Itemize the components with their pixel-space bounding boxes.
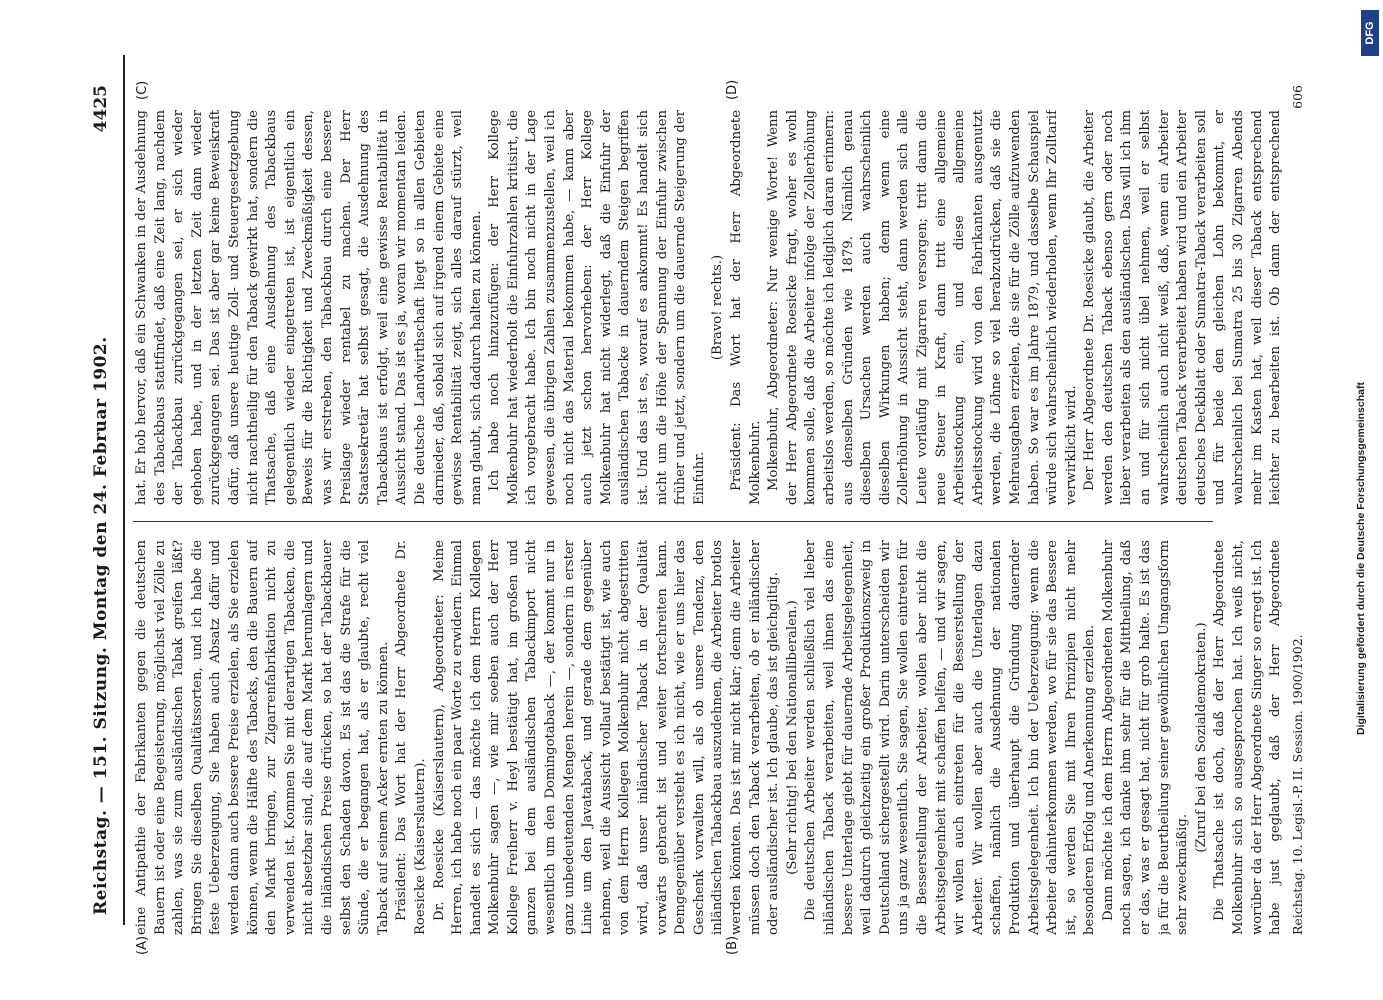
digitization-note	[1355, 15, 1375, 735]
dfg-logo-text: DFG	[1364, 21, 1376, 45]
speaker-line: Präsident: Das Wort hat der Herr Abgeordnete Molkenbuhr.	[729, 110, 763, 505]
page-number: 4425	[91, 85, 111, 133]
column-divider	[133, 521, 1213, 522]
rotated-page	[85, 55, 1315, 955]
interjection: (Zuruf bei den Sozialdemokraten.)	[1193, 622, 1209, 853]
paragraph: Molkenbuhr, Abgeordneter: Nur wenige Worte! Wenn der Herr Abgeordnete Roesicke fragt, woher es wohl kommen solle, daß die Arbeiter infolge der Zollerhöhung arbeitslos werden, so möchte ich lediglich daran erinnern: aus denselben Gründen wie 1879. Nämlich genau dieselben Ursachen werden auch wahrscheinlich dieselben Wirkungen haben; denn wenn eine Zollerhöhung in Aussicht steht, dann werden sich alle Leute vorläufig mit Zigarren versorgen; tritt dann die neue Steuer in Kraft, dann tritt eine allgemeine Arbeitsstockung ein, und diese allgemeine Arbeitsstockung wird von den Fabrikanten ausgenutzt werden, die Löhne so viel herabzudrücken, daß sie die Mehrausgaben erzielen, die sie für die Zölle aufzuwenden haben. So war es im Jahre 1879, und dasselbe Schauspiel würde sich wahrscheinlich wiederholen, wenn Ihr Zolltarif verwirklicht wird.	[766, 110, 1079, 505]
margin-letter-c: (C)	[135, 80, 150, 100]
interjection: (Bravo! rechts.)	[710, 254, 726, 361]
paragraph: Die deutschen Arbeiter werden schließlich viel lieber inländischen Taback verarbeiten, weil ihnen das eine bessere Unterlage giebt für dauernde Arbeitsgelegenheit, weil dadurch gleichzeitig ein großer Produktionszweig in Deutschland sichergestellt wird. Darin unterscheiden wir uns ja ganz wesentlich. Sie sagen, Sie wollen eintreten für die Besserstellung der Arbeiter, wollen aber nicht die Arbeitsgelegenheit mit schaffen helfen, — und wir sagen, wir wollen auch eintreten für die Besserstellung der Arbeiter. Wir wollen aber auch die Unterlagen dazu schaffen, nämlich die Ausdehnung der nationalen Produktion und überhaupt die Gründung dauernder Arbeitsgelegenheit. Ich bin der Ueberzeugung: wenn die Arbeiter dahinterkommen werden, wo für sie das Bessere ist, so werden Sie mit Ihren Prinzipien nicht mehr besonderen Erfolg und Anerkennung erzielen.	[803, 540, 1098, 935]
margin-letter-d: (D)	[725, 79, 740, 100]
paragraph: Dr. Roesicke (Kaiserslautern), Abgeordneter: Meine Herren, ich habe noch ein paar Worte zu erwidern. Einmal handelt es sich — das möchte ich dem Herrn Kollegen Molkenbuhr sagen —, wie mir soeben auch der Herr Kollege Freiherr v. Heyl bestätigt hat, im großen und ganzen bei dem ausländischen Tabackimport nicht wesentlich um den Domingotaback —, der kommt nur in ganz unbedeutenden Mengen herein —, sondern in erster Linie um den Javataback, und gerade dem gegenüber nehmen, weil die Aussicht vollauf bestätigt ist, wie auch von dem Herrn Kollegen Molkenbuhr nicht abgestritten wird, daß unser inländischer Taback in der Qualität vorwärts gebracht ist und weiter fortschreiten kann. Demgegenüber versteht es ich nicht, wie er uns hier das Geschenk vorwalten will, als ob unsere Tendenz, den inländischen Tabackbau auszudehnen, die Arbeiter brotlos werden könnten. Das ist mir nicht klar; denn die Arbeiter müssen doch den Taback verarbeiten, ob er inländischer oder ausländischer ist. Ich glaube, das ist gleichgiltig.	[431, 540, 782, 935]
text-column-left	[133, 540, 1283, 935]
paragraph: Dann möchte ich dem Herrn Abgeordneten Molkenbuhr noch sagen, ich danke ihm sehr für die Mittheilung, daß er das, was er gesagt hat, nicht für grob halte. Es ist das ja für die Beurtheilung seiner gewöhnlichen Umgangsform sehr zweckmäßig.	[1100, 540, 1191, 935]
page-footer	[1290, 75, 1305, 935]
paragraph: Die Thatsache ist doch, daß der Herr Abgeordnete Molkenbuhr sich so ausgesprochen hat. Ich weiß nicht, worüber da der Herr Abgeordnete Singer so erregt ist. Ich habe just geglaubt, daß der Herr Abgeordnete	[1212, 540, 1283, 935]
margin-letter-b: (B)	[725, 935, 740, 955]
paragraph: Der Herr Abgeordnete Dr. Roesicke glaubt, die Arbeiter werden den deutschen Taback ebenso gern oder noch lieber verarbeiten als den ausländischen. Das will ich ihm an und für sich nicht übel nehmen, weil er selbst wahrscheinlich auch nicht weiß, daß, wenn ein Arbeiter deutschen Taback verarbeitet haben wird und ein Arbeiter deutsches Deckblatt oder Sumatra-Taback verarbeiten soll und für beide den gleichen Lohn bekommt, er wahrscheinlich bei Sumatra 25 bis 30 Zigarren Abends mehr im Kasten hat, weil dieser Taback entsprechend leichter zu bearbeiten ist. Ob dann der entsprechend	[1082, 110, 1283, 505]
speaker-line: Präsident: Das Wort hat der Herr Abgeordnete Dr. Roesicke (Kaiserslautern).	[394, 540, 428, 935]
header-rule	[123, 55, 125, 925]
page-header	[85, 55, 119, 955]
digitization-note-text: Digitalisierung gefördert durch die Deutsche Forschungsgemeinschaft	[1355, 382, 1367, 735]
margin-letter-a: (A)	[135, 935, 150, 955]
text-column-right	[133, 110, 1283, 505]
footer-sheet-number: 606	[1290, 85, 1305, 109]
paragraph: hat. Er hob hervor, daß ein Schwanken in der Ausdehnung des Tabackbaus stattfindet, daß eine Zeit lang, nachdem der Tabackbau zurückgegangen sei, er sich wieder gehoben habe, und in der letzten Zeit dann wieder zurückgegangen sei. Das ist aber gar keine Beweiskraft dafür, daß unsere heutige Zoll- und Steuergesetzgebung nicht nachtheilig für den Taback gewirkt hat, sondern die Thatsache, daß eine Ausdehnung des Tabackbaus gelegentlich wieder eingetreten ist, ist eigentlich ein Beweis für die Richtigkeit und Zweckmäßigkeit dessen, was wir erstreben, den Tabackbau durch eine bessere Preislage wieder rentabel zu machen. Der Herr Staatssekretär hat selbst gesagt, die Ausdehnung des Tabackbaus ist erfolgt, weil eine gewisse Rentabilität in Aussicht stand. Das ist es ja, woran wir momentan leiden. Die deutsche Landwirthschaft liegt so in allen Gebieten darnieder, daß, sobald sich auf irgend einem Gebiete eine gewisse Rentabilität zeigt, sich alles darauf stürzt, weil man glaubt, sich dadurch halten zu können.	[134, 110, 484, 505]
interjection: (Sehr richtig! bei den Nationalliberalen.)	[784, 600, 800, 875]
paragraph: Ich habe noch hinzuzufügen: der Herr Kollege Molkenbuhr hat wiederholt die Einfuhrzahlen kritisirt, die ich vorgebracht habe. Ich bin noch nicht in der Lage gewesen, die übrigen Zahlen zusammenzustellen, weil ich noch nicht das Material bekommen habe, — kann aber auch jetzt schon hervorheben: der Herr Kollege Molkenbuhr hat nicht widerlegt, daß die Einfuhr der ausländischen Tabacke in dauerndem Steigen begriffen ist. Und das ist es, worauf es ankommt! Es handelt sich nicht um die Höhe der Spannung der Einfuhr zwischen früher und jetzt, sondern um die dauernde Steigerung der Einfuhr.	[487, 110, 707, 505]
header-title: Reichstag. — 151. Sitzung. Montag den 24. Februar 1902.	[91, 336, 111, 915]
footer-session: Reichstag. 10. Legisl.-P. II. Session. 1900/1902.	[1290, 634, 1305, 935]
dfg-logo	[1361, 10, 1379, 56]
paragraph: eine Antipathie der Fabrikanten gegen die deutschen Bauern ist oder eine Begeisterung, möglichst viel Zölle zu zahlen, was sie zum ausländischen Tabak greifen läßt? Bringen Sie dieselben Qualitätssorten, und ich habe die feste Ueberzeugung, Sie haben auch Absatz dafür und werden dann auch bessere Preise erzielen, als Sie erzielen können, wenn die Hälfte des Tabacks, den die Bauern auf den Markt bringen, zur Zigarrenfabrikation nicht zu verwenden ist. Kommen Sie mit derartigen Tabacken, die nicht absetzbar sind, die auf dem Markt herumlagern und die inländischen Preise drücken, so hat der Tabackbauer selbst den Schaden davon. Es ist das die Strafe für die Sünde, die er begangen hat, als er glaubte, recht viel Taback auf seinem Acker ernten zu können.	[134, 540, 391, 935]
